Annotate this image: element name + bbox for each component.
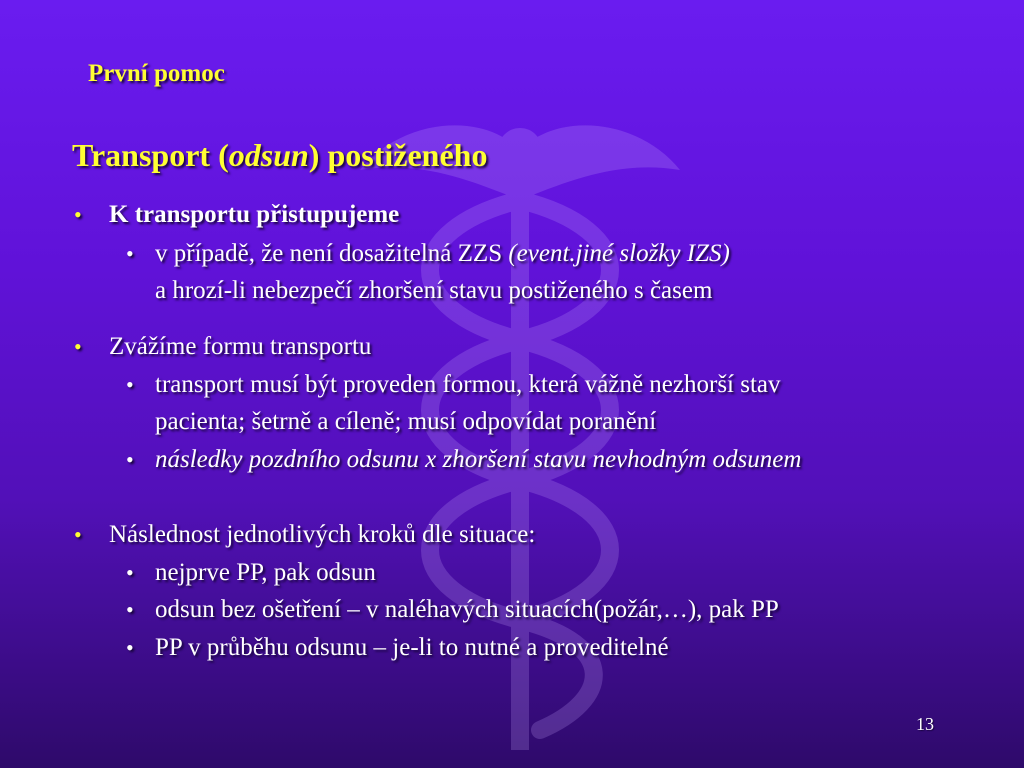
bullet-dot-icon: •	[74, 202, 82, 227]
sub-italic: (event.jiné složky IZS)	[508, 240, 730, 267]
bullet-dot-icon: •	[74, 522, 82, 547]
bullet-2-sub-1: transport musí být proveden formou, která vážně nezhorší stav	[155, 371, 781, 398]
bullet-1-sub-1	[155, 239, 730, 269]
page-number: 13	[916, 714, 934, 734]
sub-text: v případě, že není dosažitelná ZZS	[155, 240, 509, 267]
bullet-3-sub-1: nejprve PP, pak odsun	[155, 559, 376, 586]
bullet-dot-icon: •	[126, 635, 134, 660]
bullet-3-sub-3: PP v průběhu odsunu – je-li to nutné a proveditelné	[155, 634, 669, 661]
bullet-1-text: K transportu přistupujeme	[109, 201, 400, 228]
bullet-dot-icon: •	[126, 560, 134, 585]
title-italic: odsun	[228, 137, 309, 173]
bullet-3-text: Následnost jednotlivých kroků dle situace:	[109, 521, 536, 548]
bullet-dot-icon: •	[74, 334, 82, 359]
slide-title	[72, 137, 487, 174]
bullet-dot-icon: •	[126, 447, 134, 472]
bullet-2-sub-1-cont: pacienta; šetrně a cíleně; musí odpovídat poranění	[155, 408, 657, 435]
bullet-dot-icon: •	[126, 241, 134, 266]
title-prefix: Transport (	[72, 137, 229, 173]
bullet-dot-icon: •	[126, 597, 134, 622]
title-suffix: ) postiženého	[308, 137, 488, 173]
bullet-2-text: Zvážíme formu transportu	[109, 333, 372, 360]
bullet-1-sub-1-cont: a hrozí-li nebezpečí zhoršení stavu postiženého s časem	[155, 277, 713, 304]
bullet-dot-icon: •	[126, 372, 134, 397]
bullet-2-sub-2: následky pozdního odsunu x zhoršení stavu nevhodným odsunem	[155, 446, 802, 473]
slide-header: První pomoc	[88, 60, 225, 87]
bullet-3-sub-2: odsun bez ošetření – v naléhavých situacích(požár,…), pak PP	[155, 596, 779, 623]
